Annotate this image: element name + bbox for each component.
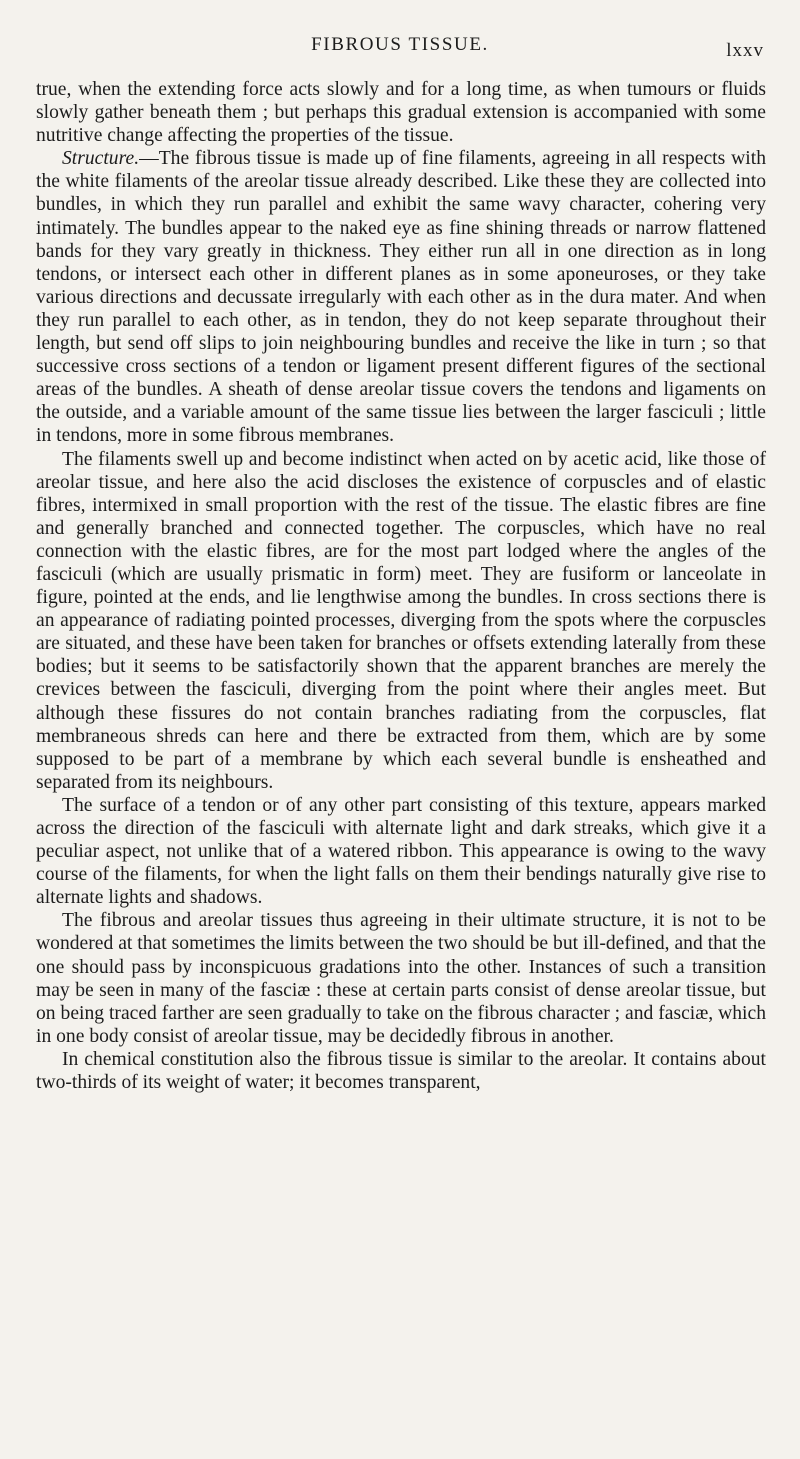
paragraph-acetic-acid: The filaments swell up and become indistinct when acted on by acetic acid, like those of areolar tissue, and here also the acid discloses the existence of corpuscles and of elastic fibres, intermixed in small proportion with the rest of the tissue. The elastic fibres are fine and generally branched and connected together. The corpuscles, which have no real connection with the elastic fibres, are for the most part lodged where the angles of the fasciculi (which are usually prismatic in form) meet. They are fusiform or lanceolate in figure, pointed at the ends, and lie lengthwise among the bundles. In cross sections there is an appearance of radiating pointed processes, diverging from the spots where the corpuscles are situated, and these have been taken for branches or offsets extending laterally from these bodies; but it seems to be satisfactorily shown that the apparent branches are merely the crevices between the fasciculi, diverging from the point where their angles meet. But although these fissures do not contain branches radiating from the corpuscles, flat membraneous shreds can here and there be extracted from them, which are by some supposed to be part of a membrane by which each several bundle is ensheathed and separated from its neighbours.: [36, 448, 766, 793]
paragraph-text: —The fibrous tissue is made up of fine filaments, agreeing in all respects with the white filaments of the areolar tissue already described. Like these they are collected into bundles, in which they run parallel and exhibit the same wavy character, cohering very intimately. The bundles appear to the naked eye as fine shining threads or narrow flattened bands for they vary greatly in thickness. They either run all in one direction as in long tendons, or intersect each other in different planes as in some aponeuroses, or they take various directions and decussate irregularly with each other as in the dura mater. And when they run parallel to each other, as in tendon, they do not keep separate throughout their length, but send off slips to join neighbouring bundles and receive the like in turn ; so that successive cross sections of a tendon or ligament present different figures of the sectional areas of the bundles. A sheath of dense areolar tissue covers the tendons and ligaments on the outside, and a variable amount of the same tissue lies between the larger fasciculi ; little in tendons, more in some fibrous membranes.: [36, 148, 766, 447]
running-title: FIBROUS TISSUE.: [311, 34, 489, 55]
paragraph-transition: The fibrous and areolar tissues thus agreeing in their ultimate structure, it is not to be wondered at that sometimes the limits between the two should be but ill-defined, and that the one should pass by inconspicuous gradations into the other. Instances of such a transition may be seen in many of the fasciæ : these at certain parts consist of dense areolar tissue, but on being traced farther are seen gradually to take on the fibrous character ; and fasciæ, which in one body consist of areolar tissue, may be decidedly fibrous in another.: [36, 910, 766, 1047]
paragraph-chemical: In chemical constitution also the fibrous tissue is similar to the areolar. It contains about two-thirds of its weight of water; it becomes transparent,: [36, 1048, 766, 1094]
page-header: [0, 34, 800, 61]
page-number: lxxv: [726, 40, 764, 61]
body-text: [36, 78, 766, 1094]
paragraph-continuation: true, when the extending force acts slowly and for a long time, as when tumours or fluids slowly gather beneath them ; but perhaps this gradual extension is accompanied with some nutritive change affecting the properties of the tissue.: [36, 79, 766, 147]
paragraph-structure: [36, 147, 766, 447]
run-in-heading: Structure.: [62, 148, 140, 170]
paragraph-surface: The surface of a tendon or of any other part consisting of this texture, appears marked across the direction of the fasciculi with alternate light and dark streaks, which give it a peculiar aspect, not unlike that of a watered ribbon. This appearance is owing to the wavy course of the filaments, for when the light falls on them their bendings naturally give rise to alternate lights and shadows.: [36, 794, 766, 909]
